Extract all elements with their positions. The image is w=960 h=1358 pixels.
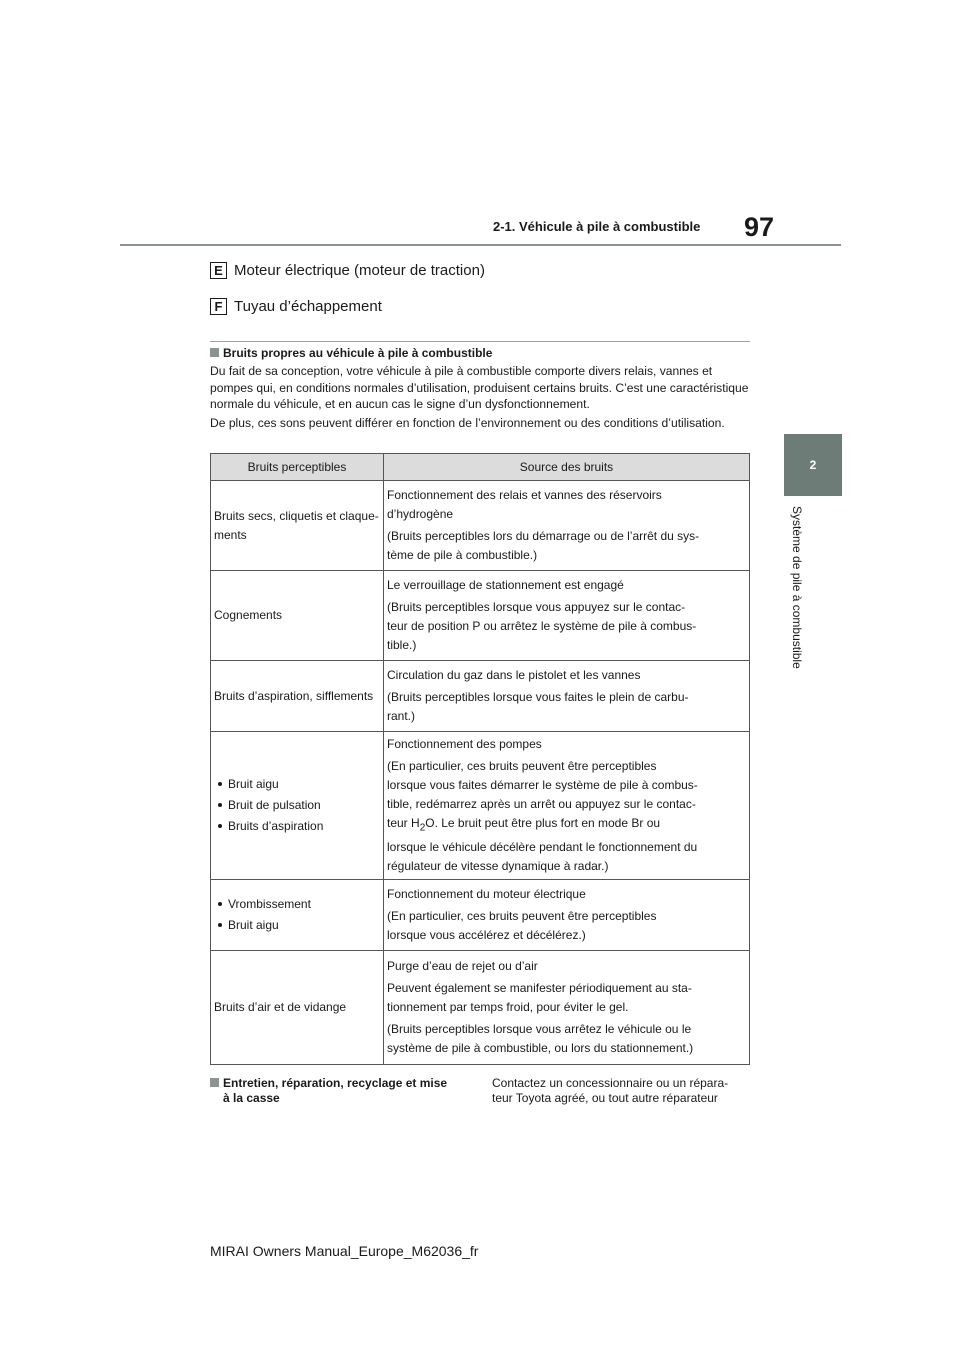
cell-text: (Bruits perceptibles lorsque vous arrêtez le véhicule ou le <box>387 1022 692 1036</box>
legend-item-e <box>210 262 485 279</box>
cell-text: tible.) <box>387 638 417 652</box>
list-item <box>214 796 380 815</box>
table-row <box>211 661 750 732</box>
cell-text: régulateur de vitesse dynamique à radar.) <box>387 858 609 873</box>
bullet-dot-icon <box>218 782 222 786</box>
cell-text: lorsque le véhicule décélère pendant le fonctionnement du <box>387 839 698 854</box>
legend-item-f <box>210 298 382 315</box>
letter-box-f: F <box>210 298 227 315</box>
cell-text: (En particulier, ces bruits peuvent être perceptibles <box>387 909 657 923</box>
table-row <box>211 880 750 951</box>
cell-text: Bruits d’air et de vidange <box>214 1000 347 1014</box>
bullet-text: Bruit aigu <box>228 776 279 791</box>
cell-text: (Bruits perceptibles lorsque vous faites le plein de carbu- <box>387 690 689 704</box>
letter-box-e: E <box>210 262 227 279</box>
cell-text: Peuvent également se manifester périodiquement au sta- <box>387 981 692 995</box>
page-number: 97 <box>744 212 775 242</box>
table-cell-source <box>384 732 750 880</box>
list-item <box>214 916 380 935</box>
table-cell-noise <box>211 661 384 732</box>
table-cell-noise <box>211 481 384 571</box>
maintenance-text-line: teur Toyota agréé, ou tout autre réparateur <box>492 1091 718 1105</box>
table-row <box>211 732 750 880</box>
noise-table <box>210 453 750 1065</box>
table-cell-source <box>384 481 750 571</box>
noise-heading-text: Bruits propres au véhicule à pile à combustible <box>223 346 493 360</box>
table-cell-noise <box>211 951 384 1065</box>
maintenance-heading <box>210 1076 470 1106</box>
section-title: 2-1. Véhicule à pile à combustible <box>493 219 701 234</box>
bullet-dot-icon <box>218 824 222 828</box>
cell-text: Le verrouillage de stationnement est engagé <box>387 578 624 592</box>
cell-text: (En particulier, ces bruits peuvent être perceptibles <box>387 759 657 774</box>
cell-text: Bruits d’aspiration, sifflements <box>214 688 374 703</box>
maintenance-heading-line: à la casse <box>223 1091 280 1105</box>
footer-manual-id: MIRAI Owners Manual_Europe_M62036_fr <box>210 1243 479 1259</box>
h2o-subscript: 2 <box>419 822 426 834</box>
cell-text: Fonctionnement des relais et vannes des réservoirs <box>387 488 662 502</box>
cell-text: Cognements <box>214 608 283 622</box>
table-row <box>211 951 750 1065</box>
square-bullet-icon <box>210 348 219 357</box>
cell-text-h2o <box>387 814 746 837</box>
table-row <box>211 481 750 571</box>
noise-paragraph-1: Du fait de sa conception, votre véhicule à pile à combustible comporte divers relais, vannes et pompes qui, en conditions normales d’utilisation, produisent certains bruits. C’est une caractéristique normale du véhicule, et en aucun cas le signe d’un dysfonctionnement. <box>210 364 749 411</box>
table-cell-source <box>384 571 750 661</box>
bullet-text: Vrombissement <box>228 896 311 911</box>
list-item <box>214 895 380 914</box>
cell-text: (Bruits perceptibles lors du démarrage ou de l’arrêt du sys- <box>387 529 700 543</box>
cell-text: rant.) <box>387 709 416 723</box>
cell-text: lorsque vous faites démarrer le système de pile à combus- <box>387 778 698 793</box>
table-cell-source <box>384 661 750 732</box>
table-cell-source <box>384 951 750 1065</box>
cell-text: tible, redémarrez après un arrêt ou appuyez sur le contac- <box>387 797 696 812</box>
bullet-text: Bruits d’aspiration <box>228 818 324 833</box>
h2o-prefix: teur H <box>387 816 420 831</box>
list-item <box>214 817 380 836</box>
table-header-source: Source des bruits <box>384 454 750 481</box>
noise-paragraph-2: De plus, ces sons peuvent différer en fonction de l’environnement ou des conditions d’utilisation. <box>210 416 725 430</box>
maintenance-heading-line: Entretien, réparation, recyclage et mise <box>223 1076 448 1090</box>
header-rule <box>120 244 841 246</box>
cell-text: tème de pile à combustible.) <box>387 548 538 562</box>
table-cell-noise <box>211 732 384 880</box>
cell-text: Purge d’eau de rejet ou d’air <box>387 959 538 973</box>
maintenance-text-line: Contactez un concessionnaire ou un répara- <box>492 1076 729 1090</box>
bullet-text: Bruit aigu <box>228 917 279 932</box>
chapter-title-vertical: Système de pile à combustible <box>790 506 804 669</box>
table-cell-noise <box>211 880 384 951</box>
cell-text: teur de position P ou arrêtez le système de pile à combus- <box>387 619 697 633</box>
cell-text: (Bruits perceptibles lorsque vous appuyez sur le contac- <box>387 600 686 614</box>
cell-text: tionnement par temps froid, pour éviter le gel. <box>387 1000 629 1014</box>
table-header-row <box>211 454 750 481</box>
cell-text: Bruits secs, cliquetis et claque- <box>214 508 379 523</box>
legend-label-e: Moteur électrique (moteur de traction) <box>234 262 485 279</box>
cell-text: Fonctionnement des pompes <box>387 737 542 752</box>
table-header-perceived: Bruits perceptibles <box>211 454 384 481</box>
bullet-dot-icon <box>218 902 222 906</box>
cell-text: ments <box>214 527 247 542</box>
chapter-tab <box>784 434 842 496</box>
h2o-suffix: O. Le bruit peut être plus fort en mode Br ou <box>425 816 661 831</box>
legend-label-f: Tuyau d’échappement <box>234 298 382 315</box>
square-bullet-icon <box>210 1078 219 1087</box>
bullet-text: Bruit de pulsation <box>228 797 321 812</box>
cell-text: Circulation du gaz dans le pistolet et les vannes <box>387 668 641 682</box>
list-item <box>214 775 380 794</box>
cell-text: d’hydrogène <box>387 507 454 521</box>
table-row <box>211 571 750 661</box>
cell-text: lorsque vous accélérez et décélérez.) <box>387 928 586 942</box>
table-cell-noise <box>211 571 384 661</box>
chapter-number: 2 <box>809 458 817 472</box>
noise-heading <box>210 346 492 360</box>
cell-text: système de pile à combustible, ou lors du stationnement.) <box>387 1041 694 1055</box>
bullet-dot-icon <box>218 923 222 927</box>
section-divider <box>210 341 750 342</box>
bullet-dot-icon <box>218 803 222 807</box>
cell-text: Fonctionnement du moteur électrique <box>387 887 586 901</box>
maintenance-text <box>492 1076 757 1106</box>
table-cell-source <box>384 880 750 951</box>
